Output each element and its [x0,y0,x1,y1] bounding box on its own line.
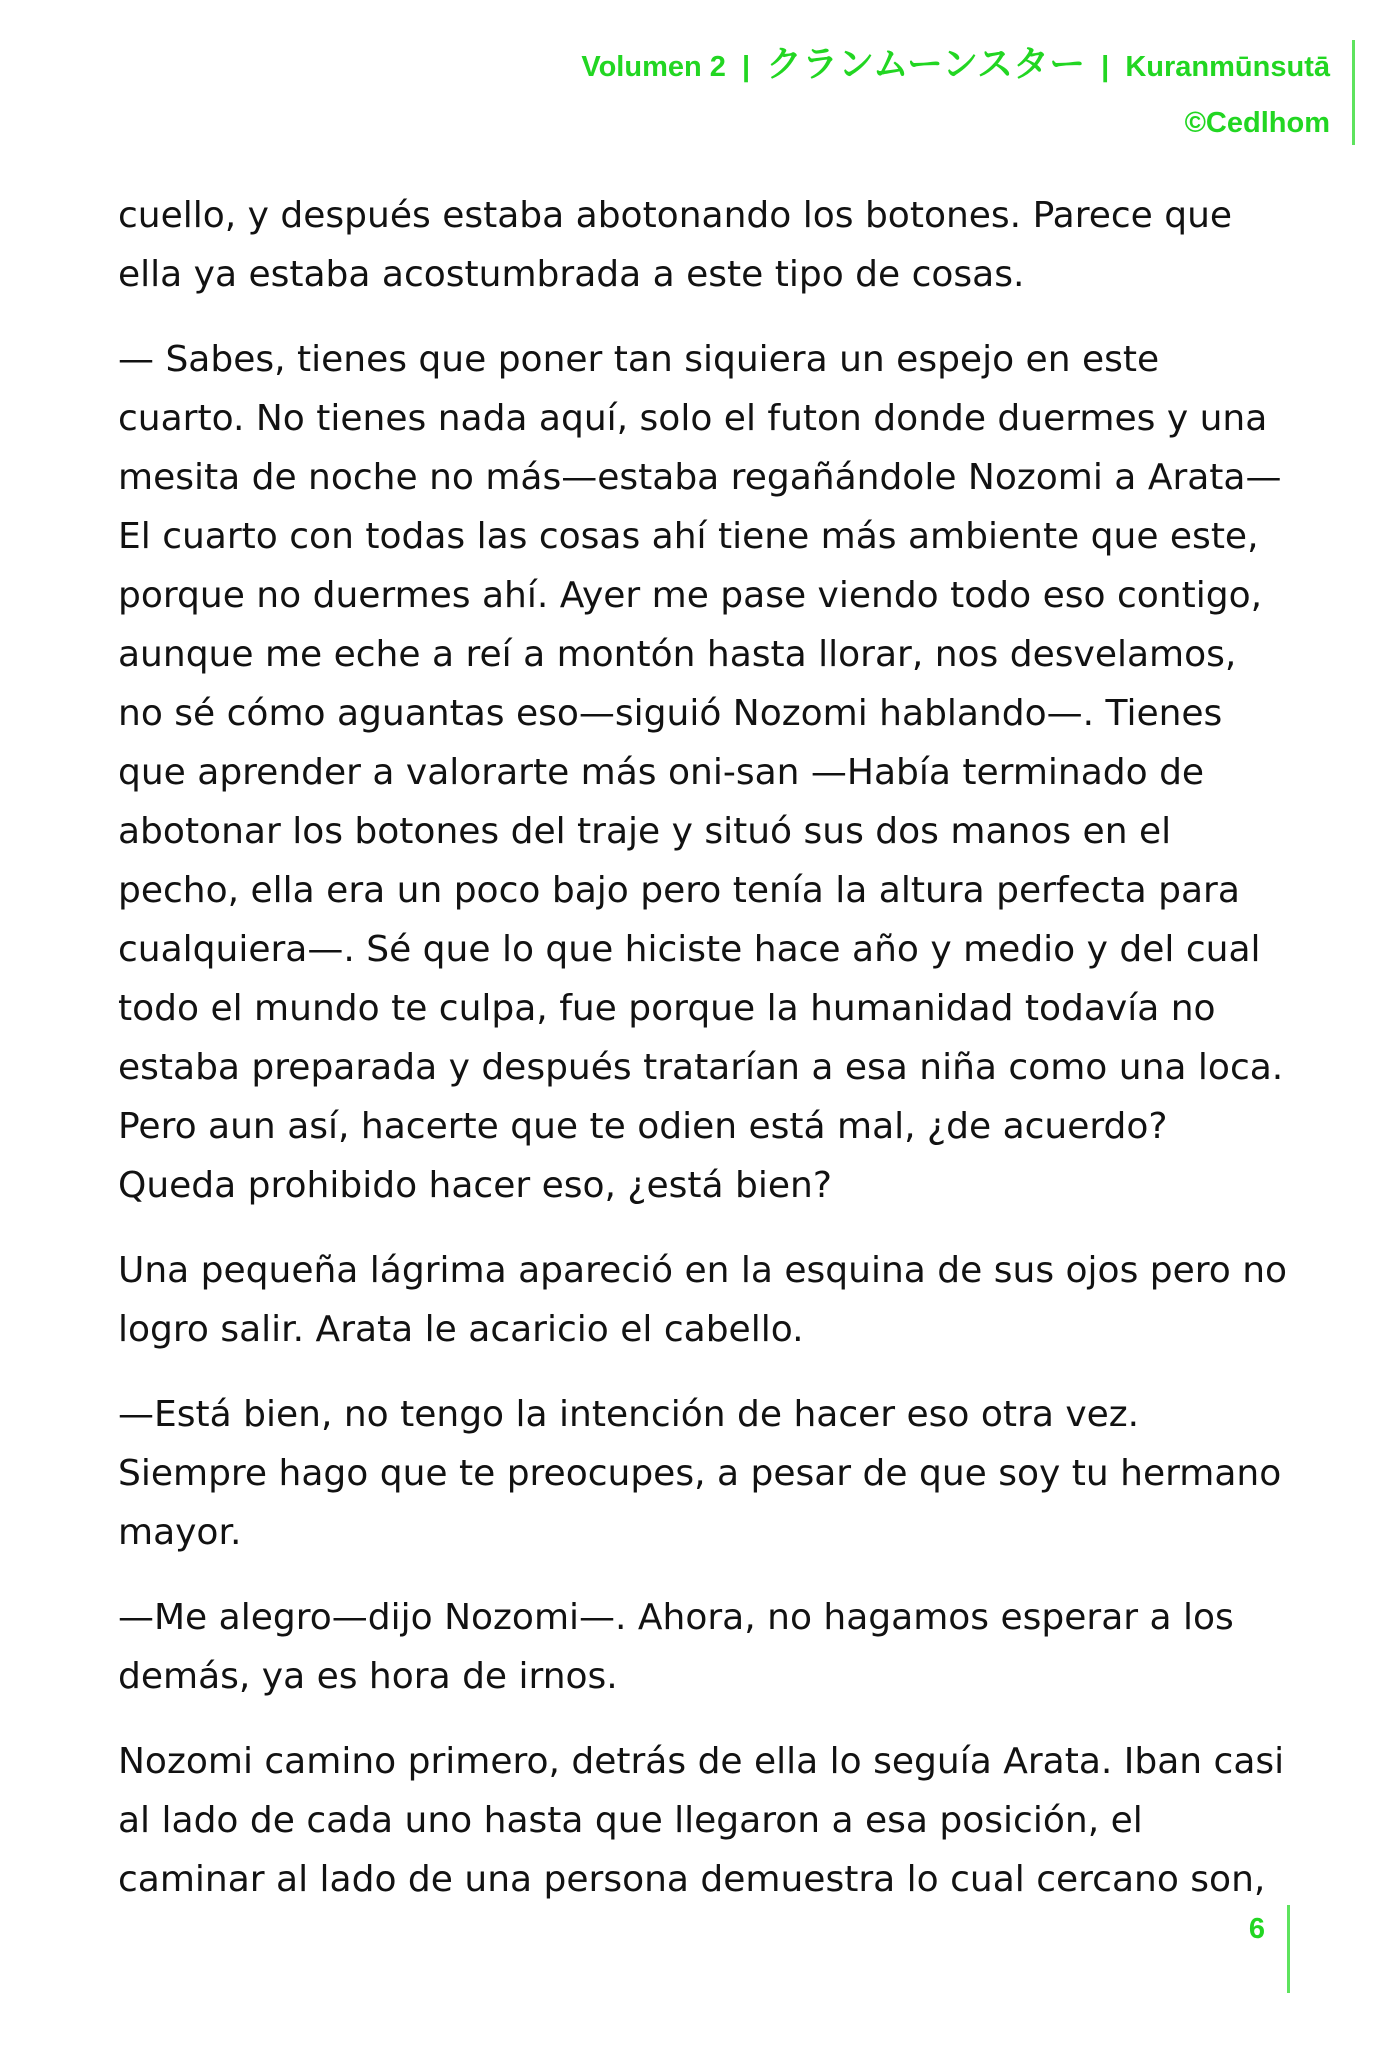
volume-label: Volumen 2 [581,51,726,83]
page-body [118,186,1288,1935]
header-separator: | [1101,51,1110,83]
paragraph: Nozomi camino primero, detrás de ella lo seguía Arata. Iban casi al lado de cada uno hasta que llegaron a esa posición, el caminar al lado de una persona demuestra lo cual cercano son, [118,1741,1285,1900]
paragraph: —Está bien, no tengo la intención de hacer eso otra vez. Siempre hago que te preocupes, a pesar de que soy tu hermano mayor. [118,1394,1282,1553]
romaji-title: Kuranmūnsutā [1125,51,1330,83]
japanese-title: クランムーンスター [766,43,1086,84]
paragraph: Una pequeña lágrima apareció en la esquina de sus ojos pero no logro salir. Arata le acaricio el cabello. [118,1250,1288,1350]
paragraph: — Sabes, tienes que poner tan siquiera un espejo en este cuarto. No tienes nada aquí, solo el futon donde duermes y una mesita de noche no más—estaba regañándole Nozomi a Arata—El cuarto con todas las cosas ahí tiene más ambiente que este, porque no duermes ahí. Ayer me pase viendo todo eso contigo, aunque me eche a reí a montón hasta llorar, nos desvelamos, no sé cómo aguantas eso—siguió Nozomi hablando—. Tienes que aprender a valorarte más oni-san —Había terminado de abotonar los botones del traje y situó sus dos manos en el pecho, ella era un poco bajo pero tenía la altura perfecta para cualquiera—. Sé que lo que hiciste hace año y medio y del cual todo el mundo te culpa, fue porque la humanidad todavía no estaba preparada y después tratarían a esa niña como una loca. Pero aun así, hacerte que te odien está mal, ¿de acuerdo? Queda prohibido hacer eso, ¿está bien? [118,339,1284,1206]
header-title-line [581,40,1330,91]
page-header [581,40,1355,145]
page-number: 6 [1248,1913,1265,1945]
page-footer [1249,1905,1290,1993]
header-separator: | [741,51,751,83]
paragraph: —Me alegro—dijo Nozomi—. Ahora, no hagamos esperar a los demás, ya es hora de irnos. [118,1597,1234,1697]
paragraph: cuello, y después estaba abotonando los botones. Parece que ella ya estaba acostumbrada a este tipo de cosas. [118,195,1233,295]
author-credit: ©Cedlhom [1184,107,1330,139]
